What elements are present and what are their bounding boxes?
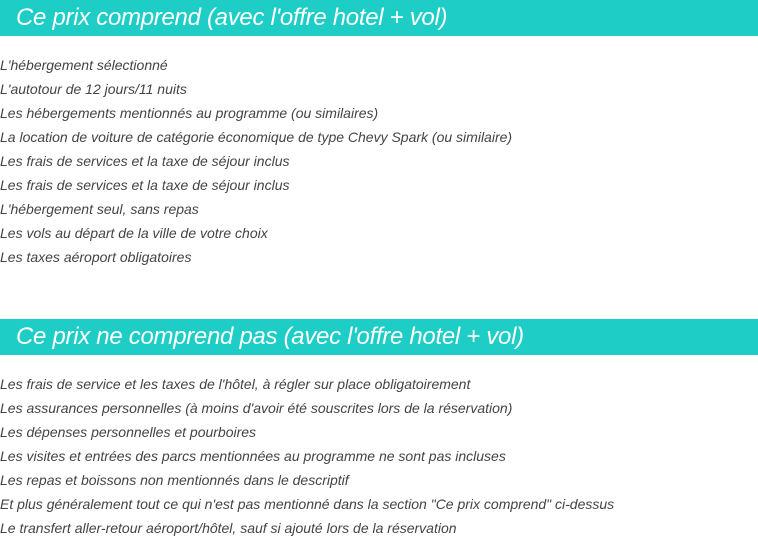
- list-item: Les taxes aéroport obligatoires: [0, 249, 192, 265]
- list-item: Les visites et entrées des parcs mentionnées au programme ne sont pas incluses: [0, 448, 506, 464]
- list-item: L'hébergement seul, sans repas: [0, 201, 199, 217]
- included-section-title: Ce prix comprend (avec l'offre hotel + vol): [0, 0, 758, 36]
- list-item: Les assurances personnelles (à moins d'avoir été souscrites lors de la réservation): [0, 400, 513, 416]
- list-item: Les frais de services et la taxe de séjour inclus: [0, 177, 290, 193]
- list-item: Les vols au départ de la ville de votre choix: [0, 225, 268, 241]
- list-item: Et plus généralement tout ce qui n'est pas mentionné dans la section "Ce prix comprend" ci-dessus: [0, 496, 615, 512]
- included-list: [0, 53, 512, 269]
- list-item: La location de voiture de catégorie économique de type Chevy Spark (ou similaire): [0, 129, 513, 145]
- excluded-section-title: Ce prix ne comprend pas (avec l'offre hotel + vol): [0, 319, 758, 355]
- list-item: Les hébergements mentionnés au programme (ou similaires): [0, 105, 379, 121]
- list-item: L'hébergement sélectionné: [0, 57, 168, 73]
- list-item: Les frais de service et les taxes de l'hôtel, à régler sur place obligatoirement: [0, 376, 471, 392]
- list-item: Le transfert aller-retour aéroport/hôtel, sauf si ajouté lors de la réservation: [0, 520, 457, 536]
- list-item: Les dépenses personnelles et pourboires: [0, 424, 257, 440]
- excluded-list: [0, 372, 614, 540]
- list-item: Les repas et boissons non mentionnés dans le descriptif: [0, 472, 349, 488]
- list-item: Les frais de services et la taxe de séjour inclus: [0, 153, 290, 169]
- list-item: L'autotour de 12 jours/11 nuits: [0, 81, 187, 97]
